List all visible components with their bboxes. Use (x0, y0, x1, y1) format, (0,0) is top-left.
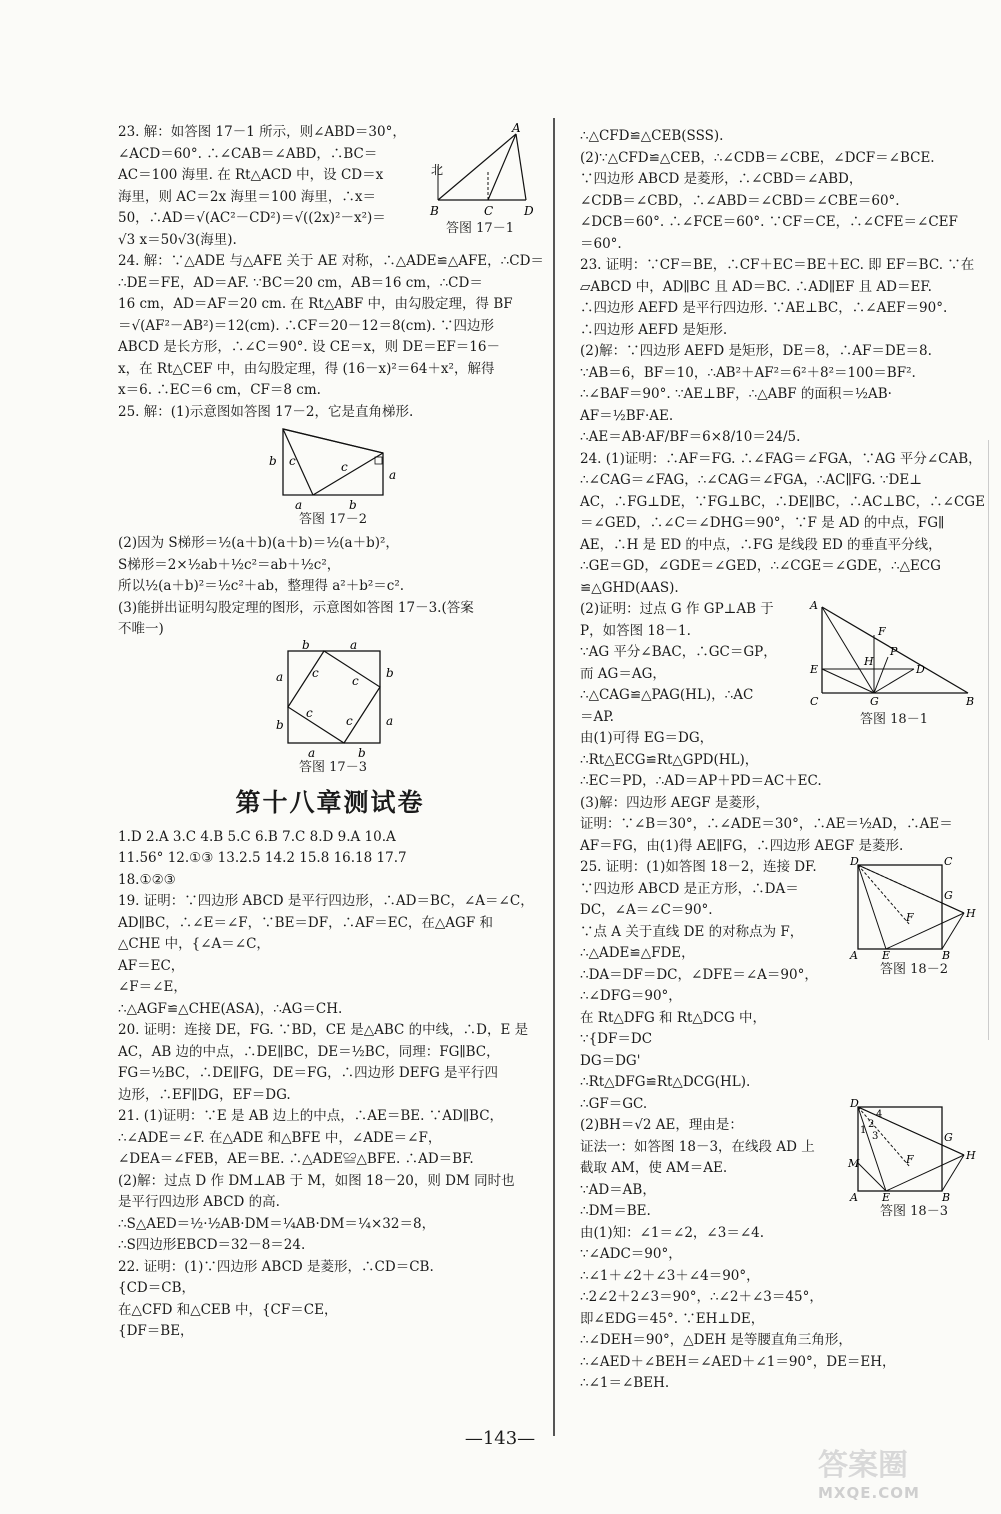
text-line: ∠ACD＝60°. ∴∠CAB＝∠ABD，∴BC＝ (118, 145, 378, 162)
fig183-label: H (966, 1149, 976, 1162)
fig182-label: H (966, 907, 976, 920)
fig181-label: F (878, 625, 886, 638)
text-line: ∵AD＝AB， (580, 1181, 656, 1198)
figure-17-3-caption: 答图 17－3 (299, 759, 367, 775)
text-line: ∴∠ADE＝∠F. 在△ADE 和△BFE 中，∠ADE＝∠F， (118, 1129, 442, 1146)
fig182-label: C (944, 855, 953, 868)
text-line: ＝60°. (580, 235, 622, 252)
text-line: √3 x＝50√3(海里). (118, 231, 237, 248)
fig181-label: G (870, 695, 879, 708)
text-line: ∴△AGF≌△CHE(ASA)，∴AG＝CH. (118, 1000, 343, 1017)
text-line: AC，AB 边的中点，∴DE∥BC，DE＝½BC，同理：FG∥BC， (118, 1043, 500, 1060)
text-line: (2)证明：过点 G 作 GP⊥AB 于 (580, 601, 774, 617)
figure-18-3 (848, 1099, 980, 1221)
text-line: AD∥BC，∴∠E＝∠F，∵BE＝DF，∴AF＝EC，在△AGF 和 (118, 914, 493, 931)
fig181-label: B (966, 695, 975, 708)
text-line: ∴DM＝BE. (580, 1203, 651, 1219)
text-line: ∴GE＝GD，∠GDE＝∠GED，∴∠CGE＝∠GDE，∴△ECG (580, 558, 941, 574)
text-line: 在△CFD 和△CEB 中，{CF＝CE， (118, 1301, 338, 1318)
text-line: 22. 证明：(1)∵四边形 ABCD 是菱形，∴CD＝CB. (118, 1258, 434, 1275)
column-divider (553, 118, 555, 1436)
q24-q25-text (118, 251, 542, 423)
text-line: ∴S△AED＝½·½AB·DM＝¼AB·DM＝¼×32＝8， (118, 1215, 436, 1232)
text-line: DG＝DG' (580, 1052, 641, 1069)
text-line: 18.①②③ (118, 871, 176, 888)
fig182-label: A (850, 949, 858, 962)
text-line: △CHE 中，{∠A＝∠C， (118, 936, 270, 952)
figure-17-1-caption: 答图 17－1 (446, 221, 514, 236)
fig183-label: A (850, 1191, 858, 1204)
page-number: —143— (464, 1428, 536, 1449)
text-line: ∴∠1＋∠2＋∠3＋∠4＝90°， (580, 1267, 760, 1284)
text-line: 1.D 2.A 3.C 4.B 5.C 6.B 7.C 8.D 9.A 10.A (118, 828, 396, 845)
text-line: 24. 解：∵△ADE 与△AFE 关于 AE 对称，∴△ADE≌△AFE，∴CD＝ (118, 253, 544, 269)
watermark-title: 答案圈 (818, 1448, 908, 1483)
text-line: ∴DA＝DF＝DC，∠DFE＝∠A＝90°， (580, 966, 818, 983)
text-line: {DF＝BE， (118, 1323, 194, 1339)
fig183-label: 4 (876, 1109, 883, 1120)
q24-part2-section (580, 599, 980, 814)
text-line: ∵AG 平分∠BAC，∴GC＝GP， (580, 644, 777, 660)
text-line: 16 cm，AD＝AF＝20 cm. 在 Rt△ABF 中，由勾股定理，得 BF (118, 296, 513, 312)
fig171-label: 北 (431, 163, 444, 177)
text-line: ∠CDB＝∠CBD，∴∠ABD＝∠CBD＝∠CBE＝60°. (580, 192, 900, 209)
chapter-18-answers (118, 827, 542, 1343)
text-line: {CD＝CB， (118, 1280, 195, 1296)
text-line: ABCD 是长方形，∴∠C＝90°. 设 CE＝x，则 DE＝EF＝16－ (118, 339, 500, 355)
text-line: FG＝½BC，∴DE∥FG，DE＝FG，∴四边形 DEFG 是平行四 (118, 1065, 499, 1081)
text-line: (2)因为 S梯形＝½(a＋b)(a＋b)＝½(a＋b)²， (118, 535, 399, 551)
text-line: ∠F＝∠E， (118, 979, 187, 995)
text-line: ▱ABCD 中，AD∥BC 且 AD＝BC. ∴AD∥EF 且 AD＝EF. (580, 278, 932, 295)
fig172-label: c (341, 460, 348, 474)
text-line: AF＝½BF·AE. (580, 407, 674, 424)
text-line: DC，∠A＝∠C＝90°. (580, 902, 713, 918)
q25-text (118, 533, 542, 641)
fig182-label: G (944, 889, 953, 902)
text-line: (3)解：四边形 AEGF 是菱形， (580, 794, 769, 811)
fig173-label: c (352, 673, 359, 688)
text-line: 11.56° 12.①③ 13.2.5 14.2 15.8 16.18 17.7 (118, 850, 407, 866)
text-line: ∴GF＝GC. (580, 1095, 648, 1112)
text-line: ∴∠1＝∠BEH. (580, 1375, 670, 1391)
text-line: 20. 证明：连接 DE，FG. ∵BD，CE 是△ABC 的中线，∴D，E 是 (118, 1022, 529, 1038)
fig183-label: B (942, 1191, 951, 1204)
figure-18-3-caption: 答图 18－3 (880, 1204, 948, 1219)
text-line: ∴∠AED＋∠BEH＝∠AED＋∠1＝90°，DE＝EH， (580, 1353, 896, 1370)
fig171-label: C (484, 204, 494, 218)
text-line: ∴△ADE≌△FDE， (580, 945, 695, 961)
figure-18-1-caption: 答图 18－1 (860, 712, 928, 727)
fig173-label: c (346, 713, 353, 728)
figure-17-2-diagram (263, 423, 403, 511)
text-line: P，如答图 18－1. (580, 622, 691, 639)
figure-18-1-diagram (808, 599, 980, 711)
text-line: 边形，∴EF∥DG，EF＝DG. (118, 1086, 291, 1103)
text-line: 50，∴AD＝√(AC²－CD²)＝√((2x)²－x²)＝ (118, 210, 386, 226)
text-line: ＝∠GED，∴∠C＝∠DHG＝90°，∵F 是 AD 的中点，FG∥ (580, 515, 945, 531)
text-line: (2)BH＝√2 AE，理由是： (580, 1117, 743, 1133)
text-line: 所以½(a＋b)²＝½c²＋ab，整理得 a²＋b²＝c². (118, 578, 405, 594)
text-line: ∴EC＝PD，∴AD＝AP＋PD＝AC＋EC. (580, 773, 822, 789)
text-line: ∵四边形 ABCD 是正方形，∴DA＝ (580, 880, 799, 897)
text-line: ∴Rt△DFG≌Rt△DCG(HL). (580, 1074, 751, 1090)
text-line: (2)解：∵四边形 AEFD 是矩形，DE＝8，∴AF＝DE＝8. (580, 343, 932, 359)
text-line: ∴2∠2＋2∠3＝90°，∴∠2＋∠3＝45°， (580, 1289, 823, 1305)
text-line: ∴Rt△ECG≌Rt△GPD(HL)， (580, 751, 759, 768)
text-line: ∴∠CAG＝∠FAG，∴∠CAG＝∠FGA，∴AC∥FG. ∵DE⊥ (580, 472, 922, 488)
text-line: 由(1)知：∠1＝∠2，∠3＝∠4. (580, 1224, 765, 1241)
text-line: x，在 Rt△CEF 中，由勾股定理，得 (16－x)²＝64＋x²，解得 (118, 360, 495, 377)
fig183-label: G (944, 1131, 953, 1144)
fig183-label: D (850, 1097, 859, 1110)
q25-figures (848, 857, 980, 1395)
text-line: ∴四边形 AEFD 是平行四边形. ∵AE⊥BC，∴∠AEF＝90°. (580, 300, 948, 316)
fig181-label: E (810, 663, 819, 676)
fig173-label: b (276, 717, 284, 732)
fig173-label: a (350, 637, 358, 652)
text-line: ＝AP. (580, 708, 614, 725)
text-line: ∵四边形 ABCD 是菱形，∴∠CBD＝∠ABD， (580, 171, 863, 187)
fig173-label: b (358, 745, 366, 760)
fig183-label: 3 (872, 1131, 879, 1142)
fig181-label: H (864, 655, 874, 668)
fig181-label: D (916, 663, 925, 676)
text-line: AC，∴FG⊥DE，∵FG⊥BC，∴DE∥BC，∴AC⊥BC，∴∠CGE (580, 493, 985, 510)
fig171-label: D (524, 204, 534, 218)
figure-17-2 (263, 423, 403, 529)
figure-18-3-diagram (848, 1099, 980, 1203)
fig173-label: c (306, 705, 313, 720)
text-line: ∠DCB＝60°. ∴∠FCE＝60°. ∵CF＝CE，∴∠CFE＝∠CEF (580, 214, 958, 230)
text-line: 证法一：如答图 18－3，在线段 AD 上 (580, 1138, 815, 1155)
fig172-label: a (389, 468, 397, 482)
text-line: ∴△CFD≌△CEB(SSS). (580, 128, 724, 144)
fig172-label: c (289, 454, 296, 468)
text-line: AF＝EC， (118, 957, 185, 974)
text-line: ∴∠BAF＝90°. ∵AE⊥BF，∴△ABF 的面积＝½AB· (580, 386, 892, 402)
figure-18-1 (808, 599, 980, 814)
fig173-label: a (386, 713, 394, 728)
fig183-label: M (848, 1157, 860, 1170)
text-line: 截取 AM，使 AM＝AE. (580, 1160, 728, 1176)
text-line: 而 AG＝AG， (580, 665, 666, 682)
figure-18-2-diagram (848, 857, 980, 961)
text-line: 由(1)可得 EG＝DG， (580, 730, 714, 746)
text-line: ∵点 A 关于直线 DE 的对称点为 F， (580, 923, 804, 940)
text-line: ∵{DF＝DC (580, 1031, 653, 1047)
fig172-label: b (269, 454, 277, 468)
text-line: 即∠EDG＝45°. ∵EH⊥DE， (580, 1310, 765, 1327)
fig173-label: a (308, 745, 316, 760)
text-line: (2)解：过点 D 作 DM⊥AB 于 M，如图 18－20，则 DM 同时也 (118, 1172, 515, 1189)
fig182-label: E (882, 949, 891, 962)
fig173-label: b (386, 665, 394, 680)
q23-section (118, 122, 542, 251)
right-column (580, 126, 985, 1395)
text-line: ∴DE＝FE，AD＝AF. ∵BC＝20 cm，AB＝16 cm，∴CD＝ (118, 274, 483, 291)
figure-17-2-caption: 答图 17－2 (299, 512, 367, 527)
page-edge (988, 440, 1001, 1040)
text-line: ∴△CAG≌△PAG(HL)，∴AC (580, 687, 754, 703)
figure-18-2 (848, 857, 980, 979)
text-line: 23. 解：如答图 17－1 所示，则∠ABD＝30°， (118, 124, 406, 140)
figure-17-3 (268, 637, 398, 777)
fig182-label: B (942, 949, 951, 962)
text-line: AE，∴H 是 ED 的中点，∴FG 是线段 ED 的垂直平分线， (580, 536, 942, 553)
text-line: ∴四边形 AEFD 是矩形. (580, 321, 728, 338)
fig182-label: D (850, 855, 859, 868)
fig171-label: A (512, 121, 521, 135)
text-line: ∴AE＝AB·AF/BF＝6×8/10＝24/5. (580, 429, 801, 445)
fig183-label: 1 (860, 1125, 867, 1136)
fig182-label: F (906, 911, 914, 924)
q24-part3-text (580, 814, 980, 857)
text-line: 不唯一) (118, 621, 164, 637)
left-column (118, 122, 542, 1343)
text-line: (2)∵△CFD≌△CEB，∴∠CDB＝∠CBE，∠DCF＝∠BCE. (580, 149, 935, 166)
text-line: ＝√(AF²－AB²)＝12(cm). ∴CF＝20－12＝8(cm). ∵四边形 (118, 317, 495, 334)
text-line: 证明：∵∠B＝30°，∴∠ADE＝30°，∴AE＝½AD，∴AE＝ (580, 816, 953, 832)
text-line: AF＝FG，由(1)得 AE∥FG，∴四边形 AEGF 是菱形. (580, 837, 904, 854)
q25-text (580, 857, 896, 1395)
fig171-label: B (430, 204, 439, 218)
text-line: 19. 证明：∵四边形 ABCD 是平行四边形，∴AD＝BC，∠A＝∠C， (118, 893, 534, 909)
figure-18-2-caption: 答图 18－2 (880, 962, 948, 977)
figure-17-1 (418, 122, 542, 251)
text-line: 21. (1)证明：∵E 是 AB 边上的中点，∴AE＝BE. ∵AD∥BC， (118, 1108, 504, 1124)
fig183-label: F (906, 1153, 914, 1166)
fig173-label: c (312, 665, 319, 680)
figure-17-3-diagram (268, 637, 398, 760)
fig183-label: 2 (868, 1119, 875, 1130)
text-line: 是平行四边形 ABCD 的高. (118, 1194, 280, 1210)
text-line: ∴S四边形EBCD＝32－8＝24. (118, 1237, 306, 1253)
q23-text (118, 122, 418, 251)
text-line: 23. 证明：∵CF＝BE，∴CF＋EC＝BE＋EC. 即 EF＝BC. ∵在 (580, 257, 975, 273)
q25-section (580, 857, 980, 1395)
text-line: ∵∠ADC＝90°， (580, 1246, 682, 1262)
text-line: AC＝100 海里. 在 Rt△ACD 中，设 CD＝x (118, 167, 384, 183)
text-line: ∠DEA＝∠FEB，AE＝BE. ∴△ADE≌△BFE. ∴AD＝BF. (118, 1151, 474, 1167)
q24-part2-text (580, 599, 822, 814)
watermark (818, 1440, 994, 1512)
text-line: x＝6. ∴EC＝6 cm，CF＝8 cm. (118, 382, 321, 398)
fig181-label: A (810, 599, 818, 612)
text-line: 25. 解：(1)示意图如答图 17－2，它是直角梯形. (118, 403, 414, 420)
fig173-label: b (302, 637, 310, 652)
text-line: 24. (1)证明：∴AF＝FG. ∴∠FAG＝∠FGA，∵AG 平分∠CAB， (580, 450, 982, 467)
chapter-title: 第十八章测试卷 (235, 787, 425, 817)
fig172-label: a (295, 498, 303, 512)
text-line: ≌△GHD(AAS). (580, 579, 679, 596)
text-line: 海里，则 AC＝2x 海里＝100 海里，∴x＝ (118, 188, 377, 205)
text-line: S梯形＝2×½ab＋½c²＝ab＋½c²， (118, 556, 341, 573)
text-line: ∴∠DEH＝90°，△DEH 是等腰直角三角形， (580, 1332, 852, 1348)
text-line: 25. 证明：(1)如答图 18－2，连接 DF. (580, 859, 817, 875)
fig181-label: P (890, 645, 898, 658)
text-line: ∵AB＝6，BF＝10，∴AB²＋AF²＝6²＋8²＝100＝BF². (580, 364, 916, 381)
fig181-label: C (810, 695, 819, 708)
watermark-url: MXQE.COM (818, 1484, 920, 1502)
fig172-label: b (349, 498, 357, 512)
figure-17-1-diagram (418, 122, 542, 220)
text-line: (3)能拼出证明勾股定理的图形，示意图如答图 17－3.(答案 (118, 599, 474, 616)
text-line: 在 Rt△DFG 和 Rt△DCG 中， (580, 1009, 767, 1026)
fig183-label: E (882, 1191, 891, 1204)
text-line: ∴∠DFG＝90°， (580, 988, 682, 1004)
fig173-label: a (276, 669, 284, 684)
q22-q24-text (580, 126, 985, 599)
